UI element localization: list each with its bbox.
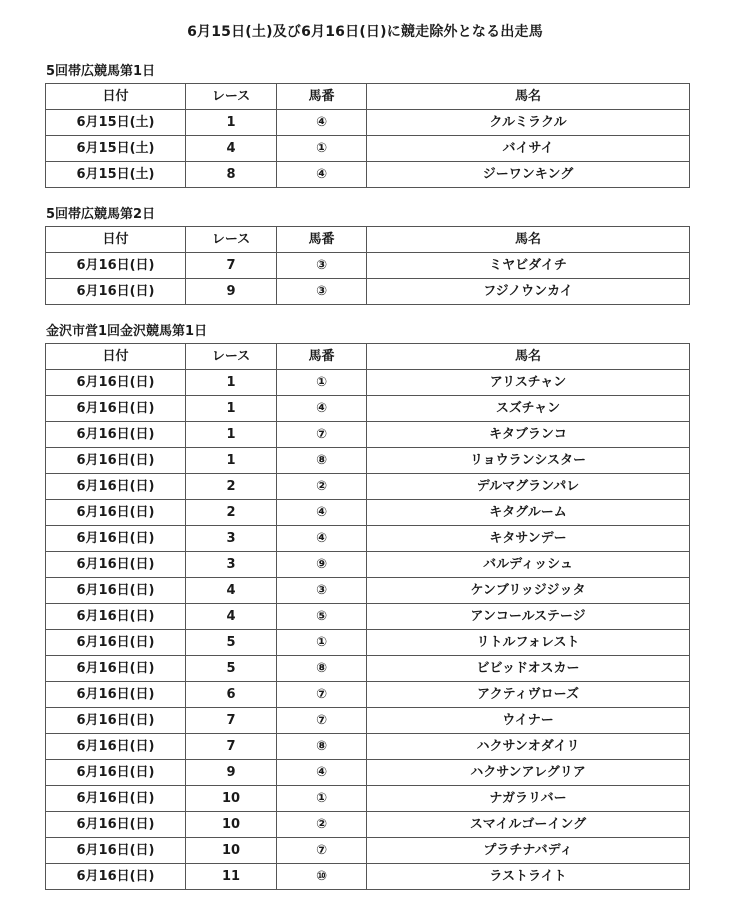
horse-number-cell: ⑦ — [277, 422, 367, 448]
date-cell: 6月16日(日) — [46, 526, 186, 552]
race-cell: 3 — [186, 552, 277, 578]
horse-name-cell: フジノウンカイ — [367, 279, 690, 305]
horse-name-cell: ミヤビダイチ — [367, 253, 690, 279]
race-cell: 1 — [186, 448, 277, 474]
column-header-horse-number: 馬番 — [277, 84, 367, 110]
date-cell: 6月15日(土) — [46, 136, 186, 162]
table-row — [46, 760, 690, 786]
race-cell: 1 — [186, 110, 277, 136]
horse-number-cell: ⑧ — [277, 656, 367, 682]
table-header-row — [46, 84, 690, 110]
race-cell: 2 — [186, 474, 277, 500]
table-row — [46, 396, 690, 422]
horse-number-cell: ⑦ — [277, 838, 367, 864]
table-row — [46, 448, 690, 474]
date-cell: 6月16日(日) — [46, 864, 186, 890]
race-cell: 2 — [186, 500, 277, 526]
race-cell: 3 — [186, 526, 277, 552]
horse-number-cell: ③ — [277, 578, 367, 604]
horse-name-cell: ジーワンキング — [367, 162, 690, 188]
table-row — [46, 552, 690, 578]
horse-name-cell: バルディッシュ — [367, 552, 690, 578]
date-cell: 6月16日(日) — [46, 253, 186, 279]
horse-name-cell: ケンブリッジジッタ — [367, 578, 690, 604]
horse-number-cell: ③ — [277, 253, 367, 279]
horse-name-cell: アリスチャン — [367, 370, 690, 396]
race-cell: 9 — [186, 760, 277, 786]
horse-number-cell: ② — [277, 812, 367, 838]
table-header-row — [46, 344, 690, 370]
table-row — [46, 708, 690, 734]
race-cell: 4 — [186, 604, 277, 630]
horse-name-cell: プラチナバディ — [367, 838, 690, 864]
horse-name-cell: キタサンデー — [367, 526, 690, 552]
column-header-horse-name: 馬名 — [367, 344, 690, 370]
horse-number-cell: ④ — [277, 760, 367, 786]
date-cell: 6月16日(日) — [46, 279, 186, 305]
race-cell: 1 — [186, 422, 277, 448]
race-cell: 9 — [186, 279, 277, 305]
race-cell: 6 — [186, 682, 277, 708]
table-header-row — [46, 227, 690, 253]
race-cell: 7 — [186, 253, 277, 279]
horse-name-cell: スズチャン — [367, 396, 690, 422]
horse-name-cell: ラストライト — [367, 864, 690, 890]
horse-number-cell: ④ — [277, 526, 367, 552]
race-cell: 4 — [186, 578, 277, 604]
column-header-race: レース — [186, 84, 277, 110]
date-cell: 6月15日(土) — [46, 110, 186, 136]
race-cell: 5 — [186, 630, 277, 656]
table-row — [46, 526, 690, 552]
date-cell: 6月16日(日) — [46, 422, 186, 448]
date-cell: 6月16日(日) — [46, 838, 186, 864]
horse-name-cell: ハクサンオダイリ — [367, 734, 690, 760]
date-cell: 6月16日(日) — [46, 708, 186, 734]
date-cell: 6月16日(日) — [46, 656, 186, 682]
horse-name-cell: スマイルゴーイング — [367, 812, 690, 838]
horse-name-cell: リョウランシスター — [367, 448, 690, 474]
table-row — [46, 500, 690, 526]
date-cell: 6月16日(日) — [46, 812, 186, 838]
horse-name-cell: ウイナー — [367, 708, 690, 734]
race-cell: 7 — [186, 734, 277, 760]
race-cell: 4 — [186, 136, 277, 162]
race-cell: 1 — [186, 396, 277, 422]
race-cell: 10 — [186, 812, 277, 838]
horse-name-cell: リトルフォレスト — [367, 630, 690, 656]
table-row — [46, 136, 690, 162]
race-cell: 10 — [186, 786, 277, 812]
table-row — [46, 656, 690, 682]
date-cell: 6月16日(日) — [46, 682, 186, 708]
table-row — [46, 630, 690, 656]
date-cell: 6月16日(日) — [46, 786, 186, 812]
date-cell: 6月16日(日) — [46, 578, 186, 604]
horse-name-cell: デルマグランパレ — [367, 474, 690, 500]
race-cell: 11 — [186, 864, 277, 890]
date-cell: 6月16日(日) — [46, 760, 186, 786]
column-header-horse-name: 馬名 — [367, 84, 690, 110]
date-cell: 6月16日(日) — [46, 370, 186, 396]
scratch-table-kanazawa-day1 — [45, 343, 690, 890]
horse-number-cell: ⑦ — [277, 682, 367, 708]
horse-number-cell: ① — [277, 630, 367, 656]
horse-number-cell: ① — [277, 786, 367, 812]
scratch-table-obihiro-day1 — [45, 83, 690, 188]
column-header-date: 日付 — [46, 227, 186, 253]
column-header-horse-name: 馬名 — [367, 227, 690, 253]
race-cell: 8 — [186, 162, 277, 188]
horse-number-cell: ⑧ — [277, 448, 367, 474]
horse-name-cell: アンコールステージ — [367, 604, 690, 630]
horse-number-cell: ① — [277, 370, 367, 396]
table-row — [46, 682, 690, 708]
horse-name-cell: バイサイ — [367, 136, 690, 162]
date-cell: 6月16日(日) — [46, 630, 186, 656]
horse-number-cell: ⑦ — [277, 708, 367, 734]
table-row — [46, 578, 690, 604]
race-cell: 1 — [186, 370, 277, 396]
scratch-table-obihiro-day2 — [45, 226, 690, 305]
horse-number-cell: ⑨ — [277, 552, 367, 578]
table-row — [46, 422, 690, 448]
column-header-horse-number: 馬番 — [277, 344, 367, 370]
date-cell: 6月16日(日) — [46, 500, 186, 526]
page-title: 6月15日(土)及び6月16日(日)に競走除外となる出走馬 — [187, 24, 543, 40]
horse-number-cell: ② — [277, 474, 367, 500]
horse-number-cell: ④ — [277, 162, 367, 188]
table-row — [46, 279, 690, 305]
column-header-date: 日付 — [46, 344, 186, 370]
table-row — [46, 604, 690, 630]
horse-number-cell: ① — [277, 136, 367, 162]
horse-number-cell: ④ — [277, 110, 367, 136]
table-row — [46, 734, 690, 760]
date-cell: 6月16日(日) — [46, 474, 186, 500]
race-cell: 10 — [186, 838, 277, 864]
race-cell: 5 — [186, 656, 277, 682]
table-row — [46, 110, 690, 136]
date-cell: 6月16日(日) — [46, 396, 186, 422]
horse-number-cell: ④ — [277, 396, 367, 422]
table-row — [46, 253, 690, 279]
horse-name-cell: ビビッドオスカー — [367, 656, 690, 682]
horse-name-cell: クルミラクル — [367, 110, 690, 136]
table-row — [46, 786, 690, 812]
table-row — [46, 864, 690, 890]
date-cell: 6月16日(日) — [46, 604, 186, 630]
column-header-horse-number: 馬番 — [277, 227, 367, 253]
date-cell: 6月16日(日) — [46, 734, 186, 760]
horse-name-cell: キタブランコ — [367, 422, 690, 448]
horse-name-cell: ハクサンアレグリア — [367, 760, 690, 786]
table-row — [46, 162, 690, 188]
horse-name-cell: キタグルーム — [367, 500, 690, 526]
section-title-obihiro-day2: 5回帯広競馬第2日 — [46, 207, 156, 222]
race-cell: 7 — [186, 708, 277, 734]
date-cell: 6月16日(日) — [46, 448, 186, 474]
table-row — [46, 812, 690, 838]
horse-number-cell: ④ — [277, 500, 367, 526]
horse-number-cell: ⑤ — [277, 604, 367, 630]
column-header-date: 日付 — [46, 84, 186, 110]
date-cell: 6月15日(土) — [46, 162, 186, 188]
section-title-kanazawa-day1: 金沢市営1回金沢競馬第1日 — [46, 324, 208, 339]
section-title-obihiro-day1: 5回帯広競馬第1日 — [46, 64, 156, 79]
column-header-race: レース — [186, 227, 277, 253]
horse-number-cell: ③ — [277, 279, 367, 305]
date-cell: 6月16日(日) — [46, 552, 186, 578]
horse-number-cell: ⑧ — [277, 734, 367, 760]
horse-name-cell: ナガラリバー — [367, 786, 690, 812]
table-row — [46, 474, 690, 500]
horse-number-cell: ⑩ — [277, 864, 367, 890]
column-header-race: レース — [186, 344, 277, 370]
table-row — [46, 370, 690, 396]
table-row — [46, 838, 690, 864]
horse-name-cell: アクティヴローズ — [367, 682, 690, 708]
